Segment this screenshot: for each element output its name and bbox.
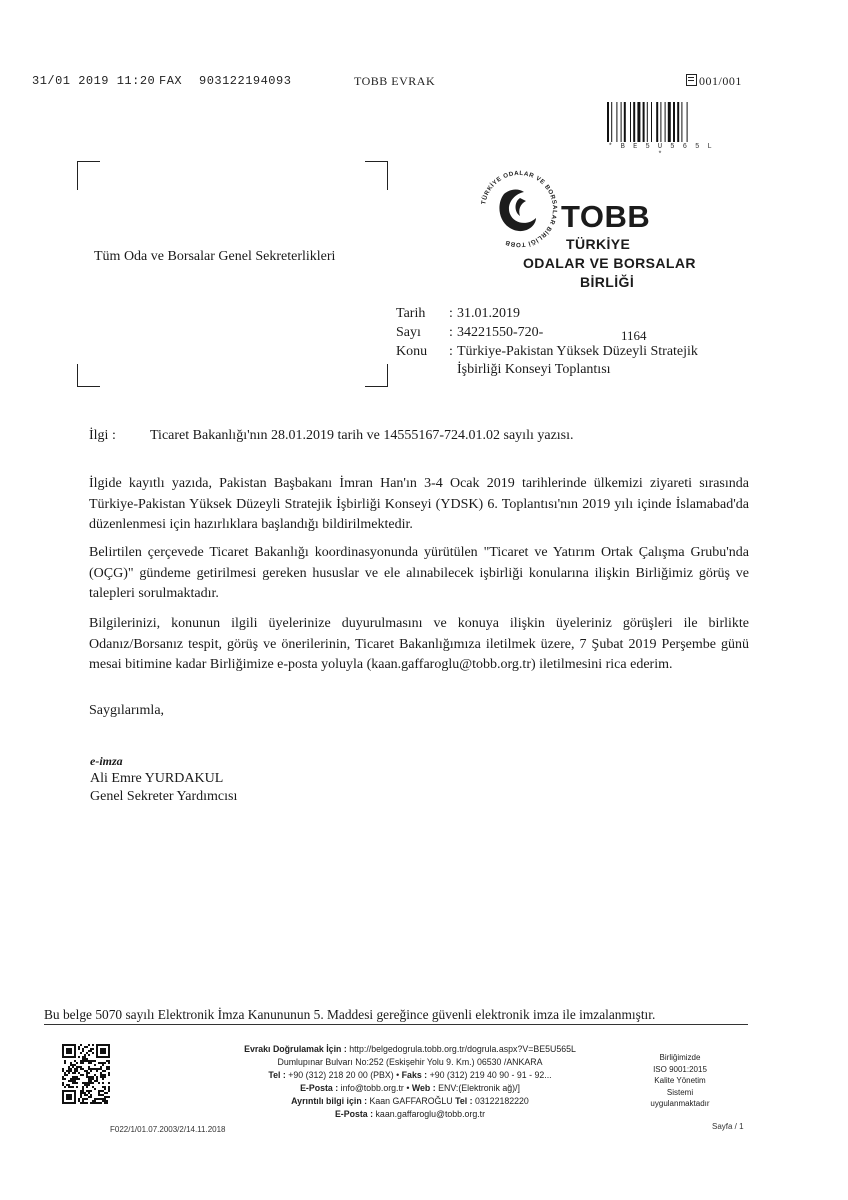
fax-page-count-text: 001/001: [699, 74, 742, 88]
logo-acronym: TOBB: [561, 199, 651, 234]
legal-notice: Bu belge 5070 sayılı Elektronik İmza Kanununun 5. Maddesi gereğince güvenli elektronik imza ile imzalanmıştır.: [44, 1007, 656, 1022]
iso-line-1: Birliğimizde: [659, 1053, 701, 1062]
date-colon: :: [449, 306, 453, 321]
logo-line3: BİRLİĞİ: [580, 274, 635, 290]
verify-url[interactable]: http://belgedogrula.tobb.org.tr/dogrula.aspx?V=BE5U565L: [349, 1044, 576, 1054]
bullet-icon: •: [406, 1083, 410, 1093]
subject-line1: Türkiye-Pakistan Yüksek Düzeyli Stratejik: [457, 344, 698, 359]
number-value: 34221550-720-: [457, 325, 544, 340]
date-value: 31.01.2019: [457, 306, 520, 321]
closing: Saygılarımla,: [89, 703, 165, 718]
paragraph-2: Belirtilen çerçevede Ticaret Bakanlığı koordinasyonunda yürütülen "Ticaret ve Yatırım Ortak Çalışma Grubu'nda (OÇG)" gündeme getirilmesi gereken hususlar ve ele alınabilecek işbirliği konularına ilişkin Birliğimiz görüş ve talepleri sorulmaktadır.: [89, 545, 749, 601]
verify-label: Evrakı Doğrulamak İçin :: [244, 1044, 347, 1054]
e-signature-mark: e-imza: [90, 754, 123, 768]
tobb-emblem-icon: [474, 164, 564, 254]
info-tel: 03122182220: [475, 1096, 529, 1106]
footer-contact-email-line: [160, 1109, 660, 1119]
tel-value: +90 (312) 218 20 00 (PBX): [288, 1070, 394, 1080]
info-name: Kaan GAFFAROĞLU: [369, 1096, 453, 1106]
window-bracket-top-left: [77, 161, 100, 190]
web-value: ENV:(Elektronik ağ)/]: [438, 1083, 520, 1093]
number-colon: :: [449, 325, 453, 340]
subject-line2: İşbirliği Konseyi Toplantısı: [457, 362, 611, 377]
paragraph-3: Bilgilerinizi, konunun ilgili üyelerinize duyurulmasını ve konuya ilişkin üyeleriniz görüşleri ile birlikte Odanız/Borsanız tespit, görüş ve önerilerinin, Ticaret Bakanlığımıza iletilmek üzere, 7 Şubat 2019 Perşembe günü mesai bitimine kadar Birliğimize e-posta yoluyla (kaan.gaffaroglu@tobb.org.tr) iletilmesini rica ederim.: [89, 616, 749, 672]
paragraph-1: İlgide kayıtlı yazıda, Pakistan Başbakanı İmran Han'ın 3-4 Ocak 2019 tarihlerinde ülkemizi ziyareti sırasında Türkiye-Pakistan Yüksek Düzeyli Stratejik İşbirliği Konseyi (YDSK) 6. Toplantısı'nın 2019 yılı içinde İslamabad'da düzenlenmesi için hazırlıklara başlandığı bildirilmektedir.: [89, 476, 749, 532]
form-code: F022/1/01.07.2003/2/14.11.2018: [110, 1125, 226, 1134]
subject-label: Konu: [396, 344, 428, 359]
qr-code: [62, 1044, 110, 1104]
info-email[interactable]: kaan.gaffaroglu@tobb.org.tr: [375, 1109, 486, 1119]
reference-label: İlgi :: [89, 428, 116, 443]
iso-line-4: Sistemi: [666, 1087, 694, 1097]
logo-ring-text: TÜRKİYE ODALAR VE BORSALAR BİRLİĞİ TOBB: [480, 169, 559, 249]
email-value[interactable]: info@tobb.org.tr: [340, 1083, 404, 1093]
barcode: [606, 102, 716, 142]
iso-line-5: uygulanmaktadır: [650, 1099, 710, 1108]
fax-sender: TOBB EVRAK: [354, 74, 436, 88]
fax-label: FAX: [159, 74, 183, 88]
tel-label: Tel :: [268, 1070, 286, 1080]
verify-line: [160, 1044, 660, 1054]
logo-line2: ODALAR VE BORSALAR: [523, 255, 696, 271]
number-suffix: 1164: [621, 328, 647, 343]
fax-label-footer: Faks :: [401, 1070, 428, 1080]
footer-email-line: [160, 1083, 660, 1093]
barcode-code: * B E 5 U 5 6 5 L *: [608, 143, 714, 159]
info-label: Ayrıntılı bilgi için :: [291, 1096, 368, 1106]
window-bracket-top-right: [365, 161, 388, 190]
subject-colon: :: [449, 344, 453, 359]
iso-line-2: ISO 9001:2015: [653, 1064, 707, 1074]
reference-text: Ticaret Bakanlığı'nın 28.01.2019 tarih ve 14555167-724.01.02 sayılı yazısı.: [150, 428, 574, 443]
recipient: Tüm Oda ve Borsalar Genel Sekreterlikleri: [94, 249, 336, 264]
iso-notice: [640, 1052, 720, 1110]
signer-name: Ali Emre YURDAKUL: [90, 771, 224, 786]
footer-contact-line: [160, 1096, 660, 1106]
email-label: E-Posta :: [300, 1083, 339, 1093]
fax-page-count: [686, 74, 742, 89]
fax-number: 903122194093: [199, 74, 292, 88]
fax-value: +90 (312) 219 40 90 - 91 - 92...: [429, 1070, 552, 1080]
iso-line-3: Kalite Yönetim: [654, 1076, 706, 1085]
fax-datetime: 31/01 2019 11:20: [32, 74, 156, 88]
fax-page-icon: [686, 74, 697, 86]
bullet-icon: •: [396, 1070, 400, 1080]
footer-address: Dumlupınar Bulvarı No:252 (Eskişehir Yolu 9. Km.) 06530 /ANKARA: [277, 1057, 543, 1067]
page-number: Sayfa / 1: [712, 1122, 744, 1131]
logo-line1: TÜRKİYE: [566, 236, 631, 252]
date-label: Tarih: [396, 306, 426, 321]
info-tel-label: Tel :: [455, 1096, 473, 1106]
signer-title: Genel Sekreter Yardımcısı: [90, 789, 238, 804]
window-bracket-bottom-left: [77, 364, 100, 387]
window-bracket-bottom-right: [365, 364, 388, 387]
footer-phone-line: [160, 1070, 660, 1080]
number-label: Sayı: [396, 325, 421, 340]
footer-divider: [44, 1024, 748, 1025]
web-label: Web :: [411, 1083, 436, 1093]
info-email-label: E-Posta :: [334, 1109, 374, 1119]
